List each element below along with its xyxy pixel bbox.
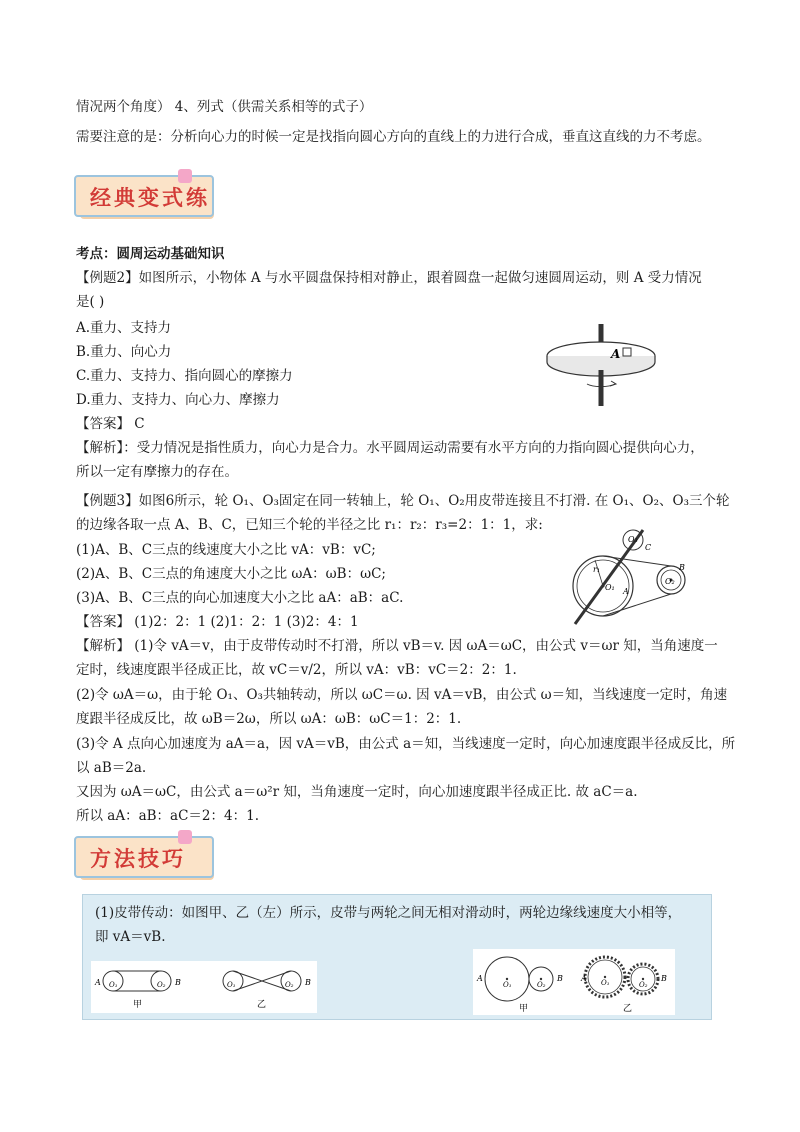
fig-caption: 甲 — [519, 1004, 529, 1014]
text-line: 需要注意的是：分析向心力的时候一定是找指向圆心方向的直线上的力进行合成，垂直这直线的力不考虑。 — [76, 129, 711, 145]
explanation: 又因为 ωA＝ωC，由公式 a＝ω²r 知，当角速度一定时，向心加速度跟半径成正比. 故 aC＝a. — [76, 784, 638, 800]
answer: 【答案】 C — [76, 416, 145, 432]
rotating-disk-figure — [545, 320, 665, 410]
section-banner-classic — [74, 175, 214, 219]
section-banner-methods — [74, 836, 214, 880]
explanation: (2)令 ωA＝ω，由于轮 O₁、O₃共轴转动，所以 ωC＝ω. 因 vA＝vB，由公式 ω＝知，当线速度一定时，角速 — [76, 687, 728, 703]
explanation: 以 aB＝2a. — [76, 760, 147, 776]
label-b: B — [305, 978, 311, 987]
label-b: B — [679, 563, 685, 572]
label-o2: O₂ — [157, 981, 166, 989]
banner-title: 经典变式练 — [90, 186, 210, 210]
label-a: A — [581, 974, 587, 983]
label-o1: O₁ — [503, 981, 512, 989]
banner-title: 方法技巧 — [90, 847, 186, 871]
explanation: 所以一定有摩擦力的存在。 — [76, 464, 238, 480]
explanation: 所以 aA：aB：aC＝2：4：1. — [76, 808, 259, 824]
label-b: B — [557, 974, 563, 983]
label-o1: O₁ — [227, 981, 236, 989]
label-c: C — [645, 543, 652, 552]
fig-caption: 甲 — [133, 1000, 143, 1010]
explanation: 【解析】：受力情况是指性质力，向心力是合力。水平圆周运动需要有水平方向的力指向圆心提供向心力， — [76, 440, 704, 456]
label-a: A — [623, 587, 629, 596]
sub-question: (3)A、B、C三点的向心加速度大小之比 aA：aB：aC. — [76, 590, 404, 606]
question-text: 的边缘各取一点 A、B、C，已知三个轮的半径之比 r₁：r₂：r₃=2：1：1，求: — [76, 517, 543, 533]
tip-text: 即 vA＝vB. — [95, 929, 166, 945]
section-title: 考点：圆周运动基础知识 — [76, 246, 225, 262]
belt-figure-left — [91, 961, 317, 1013]
clip-icon — [178, 830, 192, 844]
label-o1: O₁ — [605, 583, 615, 592]
label-r1: r₁ — [593, 565, 601, 574]
explanation: 定时，线速度跟半径成正比，故 vC＝v/2，所以 vA：vB：vC＝2：2：1. — [76, 662, 517, 678]
explanation: 度跟半径成反比，故 ωB＝2ω，所以 ωA：ωB：ωC＝1：2：1. — [76, 711, 462, 727]
option-d: D.重力、支持力、向心力、摩擦力 — [76, 392, 280, 408]
label-b: B — [175, 978, 181, 987]
sub-question: (1)A、B、C三点的线速度大小之比 vA：vB：vC; — [76, 542, 376, 558]
option-a: A.重力、支持力 — [76, 320, 172, 336]
label-o2: O₂ — [665, 577, 675, 586]
label-o1: O₁ — [109, 981, 118, 989]
explanation: (3)令 A 点向心加速度为 aA＝a，因 vA＝vB，由公式 a＝知，当线速度一定时，向心加速度跟半径成反比，所 — [76, 736, 736, 752]
fig-label-a: A — [611, 347, 621, 361]
pulley-figure — [565, 528, 695, 628]
question-text: 【例题3】如图6所示，轮 O₁、O₃固定在同一转轴上，轮 O₁、O₂用皮带连接且不打滑. 在 O₁、O₂、O₃三个轮 — [76, 493, 730, 509]
fig-caption: 乙 — [623, 1004, 633, 1014]
label-a: A — [95, 978, 101, 987]
label-o2: O₂ — [639, 981, 648, 989]
label-o2: O₂ — [285, 981, 294, 989]
option-c: C.重力、支持力、指向圆心的摩擦力 — [76, 368, 293, 384]
label-a: A — [477, 974, 483, 983]
clip-icon — [178, 169, 192, 183]
option-b: B.重力、向心力 — [76, 344, 172, 360]
explanation: 【解析】 (1)令 vA＝v，由于皮带传动时不打滑，所以 vB＝v. 因 ωA＝ωC，由公式 v＝ωr 知，当角速度一 — [76, 638, 718, 654]
question-text: 【例题2】如图所示，小物体 A 与水平圆盘保持相对静止，跟着圆盘一起做匀速圆周运动，则 A 受力情况 — [76, 270, 702, 286]
tips-box — [82, 894, 712, 1020]
answer: 【答案】 (1)2：2：1 (2)1：2：1 (3)2：4：1 — [76, 614, 359, 630]
gear-figure-right — [473, 949, 675, 1015]
label-o3: O₃ — [628, 535, 638, 544]
label-o1: O₁ — [601, 979, 610, 987]
text-line: 情况两个角度） 4、列式（供需关系相等的式子） — [76, 99, 373, 115]
label-b: B — [661, 974, 667, 983]
tip-text: (1)皮带传动：如图甲、乙（左）所示，皮带与两轮之间无相对滑动时，两轮边缘线速度大小相等， — [95, 905, 682, 921]
label-o2: O₂ — [537, 981, 546, 989]
sub-question: (2)A、B、C三点的角速度大小之比 ωA：ωB：ωC; — [76, 566, 386, 582]
fig-caption: 乙 — [257, 1000, 267, 1010]
question-text: 是( ) — [76, 294, 105, 310]
